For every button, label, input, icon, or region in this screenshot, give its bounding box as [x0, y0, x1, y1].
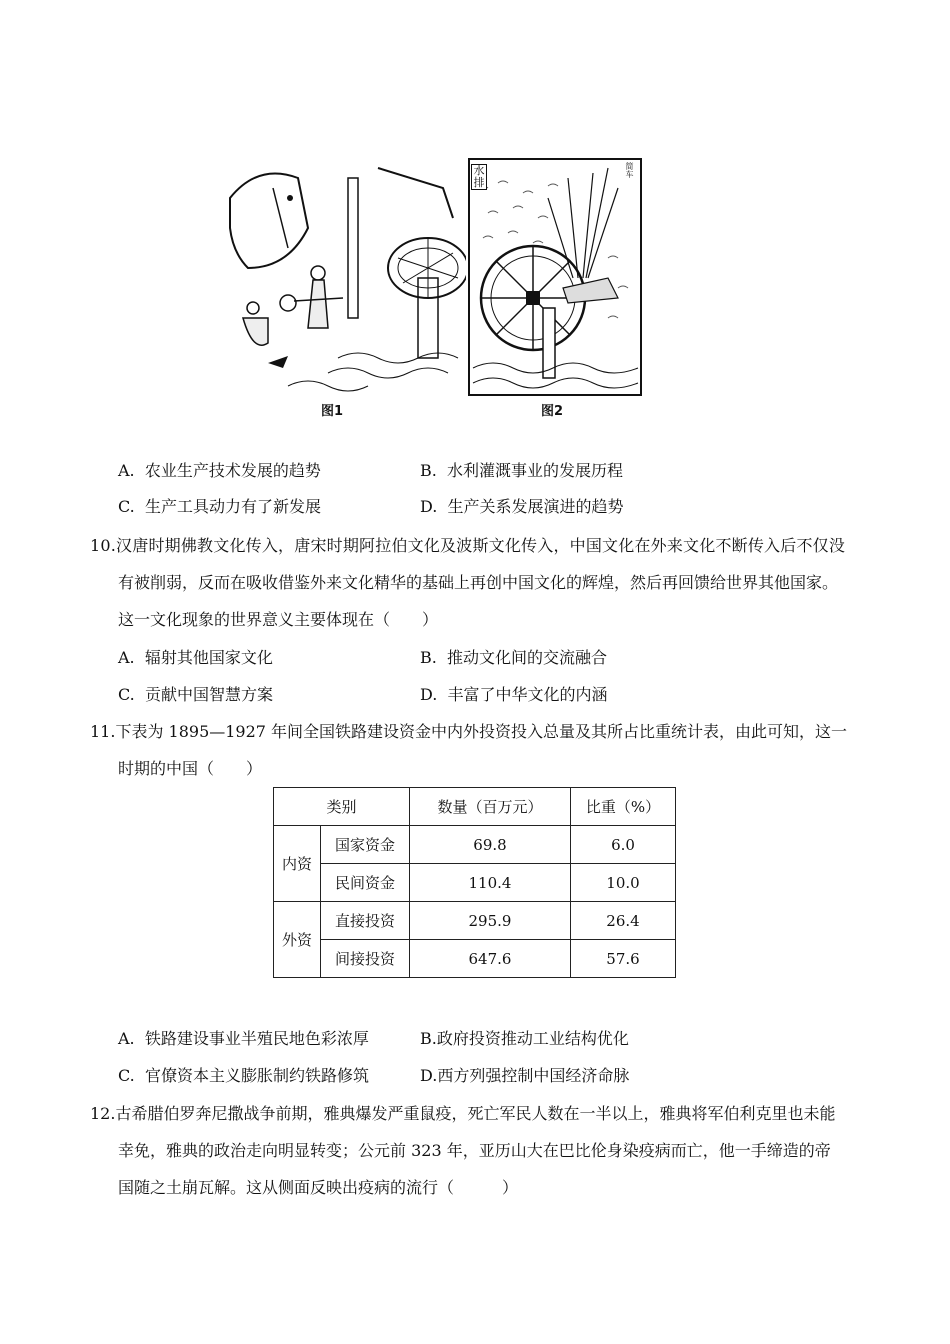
option-key: A. [118, 648, 135, 667]
option-key: B. [420, 648, 437, 667]
table-group-domestic: 内资 [274, 826, 321, 902]
table-header-category: 类别 [274, 788, 410, 826]
q11-stats-table [273, 787, 676, 978]
option-key: A. [118, 1029, 135, 1048]
table-cell-amount: 647.6 [410, 940, 571, 978]
table-cell-item: 民间资金 [321, 864, 410, 902]
option-key: A. [118, 461, 135, 480]
table-row [274, 902, 676, 940]
table-header-row [274, 788, 676, 826]
q11-option-d [420, 1066, 629, 1086]
figure-2-label-right: 简车 [625, 162, 634, 178]
q11-option-c [118, 1066, 369, 1086]
q9-option-a [118, 461, 321, 481]
q9-option-b [420, 461, 623, 481]
option-text: 生产工具动力有了新发展 [144, 497, 321, 516]
table-cell-amount: 110.4 [410, 864, 571, 902]
option-text: 西方列强控制中国经济命脉 [437, 1066, 630, 1085]
table-cell-item: 间接投资 [321, 940, 410, 978]
table-cell-share: 10.0 [571, 864, 676, 902]
figure-2-drawing [468, 158, 642, 396]
q11-option-b [420, 1029, 629, 1049]
table-cell-item: 直接投资 [321, 902, 410, 940]
option-key: B. [420, 461, 437, 480]
table-group-foreign: 外资 [274, 902, 321, 978]
q11-stem-line-2: 时期的中国（ ） [118, 759, 263, 778]
option-text: 生产关系发展演进的趋势 [447, 497, 624, 516]
q12-stem-line-3: 国随之土崩瓦解。这从侧面反映出疫病的流行（ ） [118, 1178, 519, 1197]
option-text: 贡献中国智慧方案 [144, 685, 273, 704]
q10-option-c [118, 685, 273, 705]
option-text: 推动文化间的交流融合 [447, 648, 608, 667]
figure-2 [468, 158, 642, 419]
option-text: 水利灌溉事业的发展历程 [447, 461, 624, 480]
q11-option-a [118, 1029, 369, 1049]
q12-stem-line-1: 12.古希腊伯罗奔尼撒战争前期，雅典爆发严重鼠疫，死亡军民人数在一半以上，雅典将军伯利克里也未能 [90, 1104, 836, 1123]
option-key: C. [118, 497, 135, 516]
q10-option-d [420, 685, 608, 705]
table-row [274, 940, 676, 978]
option-key: D. [420, 497, 438, 516]
table-cell-amount: 69.8 [410, 826, 571, 864]
table-cell-share: 57.6 [571, 940, 676, 978]
table-header-amount: 数量（百万元） [410, 788, 571, 826]
q9-option-c [118, 497, 321, 517]
option-key: B. [420, 1029, 437, 1048]
q10-stem-line-1: 10.汉唐时期佛教文化传入，唐宋时期阿拉伯文化及波斯文化传入，中国文化在外来文化不断传入后不仅没 [90, 536, 846, 555]
option-text: 农业生产技术发展的趋势 [144, 461, 321, 480]
option-key: C. [118, 1066, 135, 1085]
q10-stem-line-3: 这一文化现象的世界意义主要体现在（ ） [118, 610, 439, 629]
option-text: 辐射其他国家文化 [144, 648, 273, 667]
q9-option-d [420, 497, 624, 517]
figure-2-caption: 图2 [541, 404, 564, 419]
q10-option-b [420, 648, 607, 668]
option-key: C. [118, 685, 135, 704]
figure-2-label-left: 水 排 [471, 164, 487, 190]
figure-1-caption: 图1 [321, 404, 344, 419]
option-text: 铁路建设事业半殖民地色彩浓厚 [144, 1029, 369, 1048]
table-cell-share: 26.4 [571, 902, 676, 940]
figure-1-drawing [228, 158, 466, 396]
table-cell-item: 国家资金 [321, 826, 410, 864]
table-header-share: 比重（%） [571, 788, 676, 826]
table-cell-share: 6.0 [571, 826, 676, 864]
table-row [274, 826, 676, 864]
option-text: 丰富了中华文化的内涵 [447, 685, 608, 704]
figure-1 [228, 158, 466, 419]
q10-option-a [118, 648, 273, 668]
q10-stem-line-2: 有被削弱，反而在吸收借鉴外来文化精华的基础上再创中国文化的辉煌，然后再回馈给世界其他国家。 [118, 573, 839, 592]
table-cell-amount: 295.9 [410, 902, 571, 940]
option-text: 政府投资推动工业结构优化 [436, 1029, 629, 1048]
q12-stem-line-2: 幸免，雅典的政治走向明显转变；公元前 323 年，亚历山大在巴比伦身染疫病而亡，他一手缔造的帝 [118, 1141, 831, 1160]
table-row [274, 864, 676, 902]
option-key: D. [420, 685, 438, 704]
option-text: 官僚资本主义膨胀制约铁路修筑 [144, 1066, 369, 1085]
q11-stem-line-1: 11.下表为 1895—1927 年间全国铁路建设资金中内外投资投入总量及其所占比重统计表，由此可知，这一 [90, 722, 848, 741]
option-key: D. [420, 1066, 438, 1085]
